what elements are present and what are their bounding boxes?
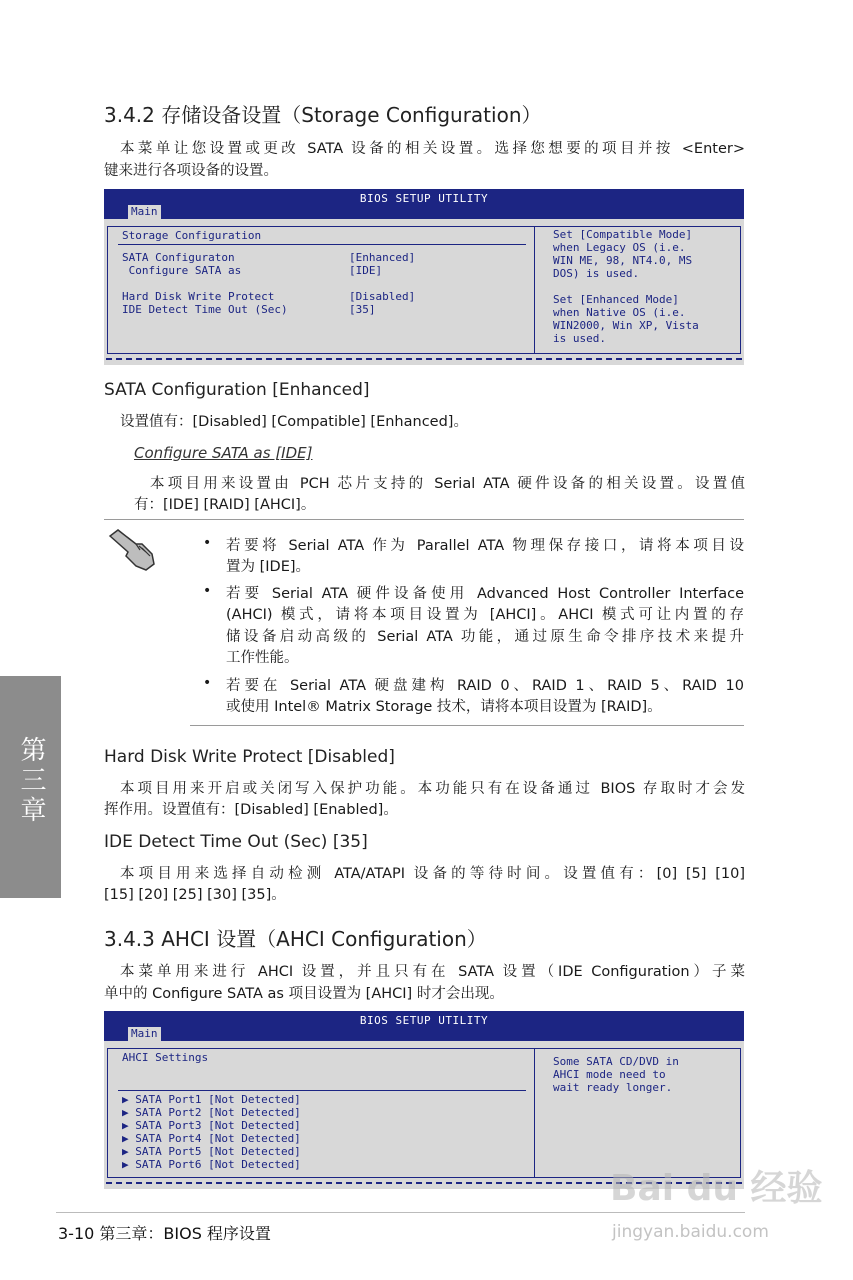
bios-title-bar: [104, 189, 744, 219]
note-item-2-line2: (AHCI) 模式，请将本项目设置为 [AHCI]。AHCI 模式可让内置的存: [226, 607, 744, 623]
bios-item-sata-port6[interactable]: ▶ SATA Port6 [Not Detected]: [122, 1158, 301, 1171]
bios-title: BIOS SETUP UTILITY: [359, 192, 489, 205]
bios-title-bar: [104, 1011, 744, 1041]
note-item-1-line1: 若要将 Serial ATA 作为 Parallel ATA 物理保存接口，请将本项目设: [226, 538, 744, 554]
configure-sata-text-line1: 本项目用来设置由 PCH 芯片支持的 Serial ATA 硬件设备的相关设置。设置值: [150, 476, 745, 492]
bios-help-line: when Legacy OS (i.e.: [553, 241, 686, 254]
configure-sata-text-line2: 有：[IDE] [RAID] [AHCI]。: [134, 497, 316, 513]
note-bottom-rule: [190, 725, 744, 726]
hdd-write-protect-text-line2: 挥作用。设置值有：[Disabled] [Enabled]。: [104, 802, 398, 818]
hdd-write-protect-text-line1: 本项目用来开启或关闭写入保护功能。本功能只有在设备通过 BIOS 存取时才会发: [120, 781, 745, 797]
bios-pane-divider: [534, 1049, 535, 1177]
bios-value-sata-configuration[interactable]: [Enhanced]: [349, 251, 416, 264]
watermark-brand: Bai du 经验: [610, 1168, 823, 1209]
ahci-intro-line1: 本菜单用来进行 AHCI 设置，并且只有在 SATA 设置（IDE Configuration）子菜: [120, 964, 745, 980]
heading-hdd-write-protect: Hard Disk Write Protect [Disabled]: [104, 747, 395, 767]
bios-help-line: WIN2000, Win XP, Vista: [553, 319, 699, 332]
bullet-mark: •: [203, 675, 212, 691]
note-top-rule: [104, 519, 744, 520]
bios-help-line: Some SATA CD/DVD in: [553, 1055, 679, 1068]
watermark-url: jingyan.baidu.com: [612, 1222, 769, 1242]
bios-help-line: is used.: [553, 332, 606, 345]
bios-pane-divider: [534, 227, 535, 353]
sata-configuration-text: 设置值有：[Disabled] [Compatible] [Enhanced]。: [120, 414, 468, 430]
bios-header-rule: [118, 244, 526, 245]
bios-item-configure-sata[interactable]: Configure SATA as: [122, 264, 242, 277]
heading-configure-sata: Configure SATA as [IDE]: [134, 444, 313, 462]
heading-ide-timeout: IDE Detect Time Out (Sec) [35]: [104, 832, 368, 852]
note-item-2-line1: 若要 Serial ATA 硬件设备使用 Advanced Host Controller Interface: [226, 586, 744, 602]
bios-panel-storage: [104, 189, 744, 365]
bios-item-ide-timeout[interactable]: IDE Detect Time Out (Sec): [122, 303, 288, 316]
bullet-mark: •: [203, 583, 212, 599]
storage-intro-line1: 本菜单让您设置或更改 SATA 设备的相关设置。选择您想要的项目并按 <Enter>: [120, 141, 745, 157]
bios-section-header: AHCI Settings: [122, 1051, 209, 1064]
bios-help-line: WIN ME, 98, NT4.0, MS: [553, 254, 693, 267]
page-footer: 3-10 第三章：BIOS 程序设置: [58, 1224, 271, 1243]
tab-main[interactable]: Main: [128, 205, 161, 219]
bios-item-sata-port5[interactable]: ▶ SATA Port5 [Not Detected]: [122, 1145, 301, 1158]
footer-rule: [56, 1212, 745, 1213]
bios-help-line: AHCI mode need to: [553, 1068, 666, 1081]
bios-section-header: Storage Configuration: [122, 229, 262, 242]
bios-help-line: wait ready longer.: [553, 1081, 673, 1094]
note-item-2-line4: 工作性能。: [226, 650, 299, 666]
chapter-side-tab-label: 第三章: [16, 736, 46, 826]
pointing-hand-icon: [106, 526, 160, 574]
bios-item-sata-configuration[interactable]: SATA Configuraton: [122, 251, 235, 264]
bios-help-line: Set [Compatible Mode]: [553, 228, 693, 241]
heading-sata-configuration: SATA Configuration [Enhanced]: [104, 380, 370, 400]
bios-help-line: when Native OS (i.e.: [553, 306, 686, 319]
bios-item-sata-port2[interactable]: ▶ SATA Port2 [Not Detected]: [122, 1106, 301, 1119]
note-item-1-line2: 置为 [IDE]。: [226, 559, 311, 575]
section-title-ahci: 3.4.3 AHCI 设置（AHCI Configuration）: [104, 927, 487, 951]
bios-header-rule: [118, 1090, 526, 1091]
bios-help-line: DOS) is used.: [553, 267, 640, 280]
tab-main[interactable]: Main: [128, 1027, 161, 1041]
bios-help-line: Set [Enhanced Mode]: [553, 293, 679, 306]
note-item-3-line2: 或使用 Intel® Matrix Storage 技术，请将本项目设置为 [RAID]。: [226, 699, 662, 715]
bios-item-sata-port4[interactable]: ▶ SATA Port4 [Not Detected]: [122, 1132, 301, 1145]
section-title-storage: 3.4.2 存储设备设置（Storage Configuration）: [104, 103, 542, 127]
bios-value-hdd-write-protect[interactable]: [Disabled]: [349, 290, 416, 303]
note-item-3-line1: 若要在 Serial ATA 硬盘建构 RAID 0、RAID 1、RAID 5、RAID 10: [226, 678, 744, 694]
bios-bottom-dashes: [106, 358, 742, 360]
storage-intro-line2: 键来进行各项设备的设置。: [104, 163, 278, 179]
bios-value-configure-sata[interactable]: [IDE]: [349, 264, 383, 277]
bios-item-hdd-write-protect[interactable]: Hard Disk Write Protect: [122, 290, 275, 303]
bullet-mark: •: [203, 535, 212, 551]
bios-item-sata-port1[interactable]: ▶ SATA Port1 [Not Detected]: [122, 1093, 301, 1106]
note-item-2-line3: 储设备启动高级的 Serial ATA 功能，通过原生命令排序技术来提升: [226, 629, 744, 645]
ahci-intro-line2: 单中的 Configure SATA as 项目设置为 [AHCI] 时才会出现。: [104, 986, 504, 1002]
ide-timeout-text-line2: [15] [20] [25] [30] [35]。: [104, 887, 286, 903]
ide-timeout-text-line1: 本项目用来选择自动检测 ATA/ATAPI 设备的等待时间。设置值有：[0] [5] [10]: [120, 866, 745, 882]
bios-title: BIOS SETUP UTILITY: [359, 1014, 489, 1027]
bios-item-sata-port3[interactable]: ▶ SATA Port3 [Not Detected]: [122, 1119, 301, 1132]
bios-value-ide-timeout[interactable]: [35]: [349, 303, 376, 316]
